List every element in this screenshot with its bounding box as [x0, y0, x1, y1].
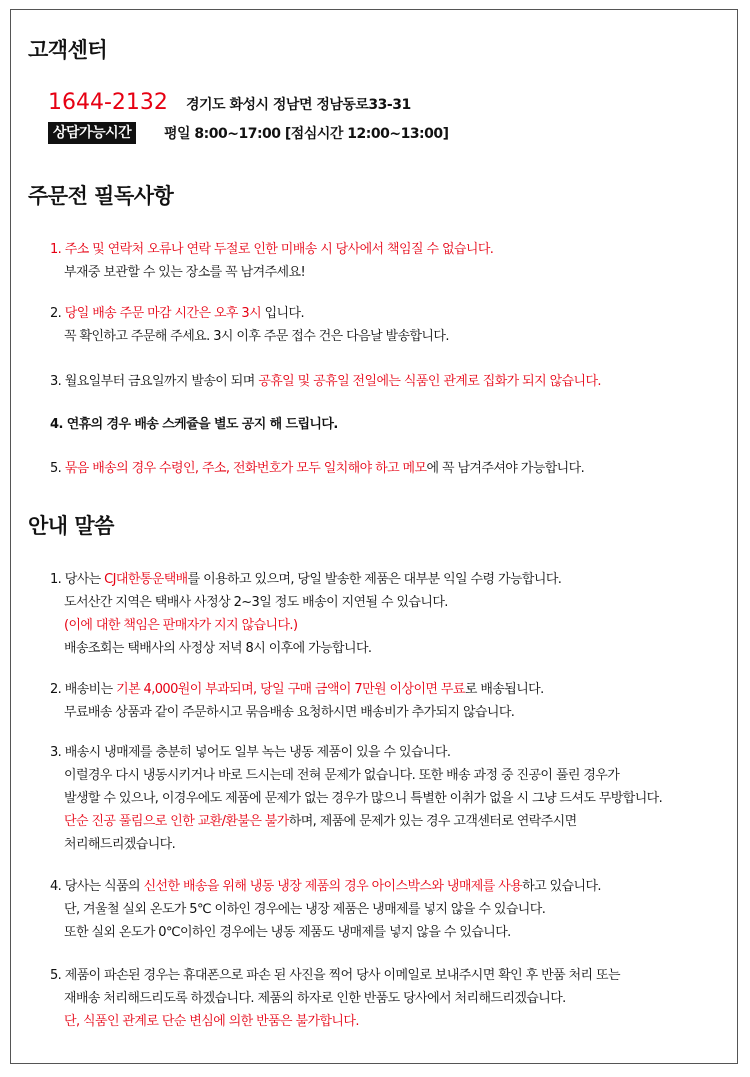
notice-title: 안내 말씀: [28, 514, 114, 538]
precheck-item-1: [50, 238, 493, 284]
precheck-item-2-highlight: 당일 배송 주문 마감 시간은 오후 3시: [64, 306, 262, 321]
notice-item-2-lead: 2. 배송비는: [50, 682, 117, 697]
notice-item-1-line1: [50, 568, 561, 591]
notice-item-4-lead: 4. 당사는 식품의: [50, 879, 144, 894]
precheck-item-3-line1: [50, 370, 601, 393]
hours-badge: 상담가능시간: [48, 122, 136, 144]
notice-item-3-highlight: 단순 진공 풀림으로 인한 교환/환불은 불가: [64, 814, 289, 829]
notice-item-3-line4: [50, 810, 662, 833]
notice-item-4-tail: 하고 있습니다.: [522, 879, 601, 894]
notice-item-2-highlight: 기본 4,000원이 부과되며, 당일 구매 금액이 7만원 이상이면 무료: [116, 682, 465, 697]
notice-item-2: [50, 678, 544, 724]
notice-item-4-line1: [50, 875, 601, 898]
notice-item-2-line1: [50, 678, 544, 701]
precheck-item-2-line2: 꼭 확인하고 주문해 주세요. 3시 이후 주문 접수 건은 다음날 발송합니다.: [64, 329, 449, 344]
precheck-item-5-highlight: 묶음 배송의 경우 수령인, 주소, 전화번호가 모두 일치해야 하고 메모: [64, 461, 427, 476]
address: 경기도 화성시 정남면 정남동로33-31: [186, 97, 411, 113]
notice-item-5-line3: 단, 식품인 관계로 단순 변심에 의한 반품은 불가합니다.: [64, 1014, 359, 1029]
notice-item-1: [50, 568, 561, 660]
precheck-item-4: [50, 413, 338, 436]
notice-item-1-line2: 도서산간 지역은 택배사 사정상 2~3일 정도 배송이 지연될 수 있습니다.: [64, 595, 448, 610]
notice-item-4-line2: 단, 겨울철 실외 온도가 5℃ 이하인 경우에는 냉장 제품은 냉매제를 넣지 않을 수 있습니다.: [64, 902, 546, 917]
precheck-item-2-number: 2.: [50, 306, 65, 321]
precheck-item-5-tail: 에 꼭 남겨주셔야 가능합니다.: [426, 461, 585, 476]
notice-item-2-line2: 무료배송 상품과 같이 주문하시고 묶음배송 요청하시면 배송비가 추가되지 않습니다.: [64, 705, 515, 720]
precheck-item-3-text: 3. 월요일부터 금요일까지 발송이 되며: [50, 374, 259, 389]
precheck-item-5-number: 5.: [50, 461, 65, 476]
notice-item-1-courier: CJ대한통운택배: [104, 572, 188, 587]
precheck-item-5: [50, 457, 584, 480]
precheck-item-2-line1: [50, 302, 449, 325]
precheck-item-3: [50, 370, 601, 393]
notice-item-4-highlight: 신선한 배송을 위해 냉동 냉장 제품의 경우 아이스박스와 냉매제를 사용: [143, 879, 523, 894]
notice-item-3-line1: 3. 배송시 냉매제를 충분히 넣어도 일부 녹는 냉동 제품이 있을 수 있습니다.: [50, 745, 451, 760]
notice-item-3: [50, 741, 662, 856]
notice-item-2-tail: 로 배송됩니다.: [464, 682, 544, 697]
notice-item-1-lead: 1. 당사는: [50, 572, 105, 587]
notice-item-5-line1: 5. 제품이 파손된 경우는 휴대폰으로 파손 된 사진을 찍어 당사 이메일로 보내주시면 확인 후 반품 처리 또는: [50, 968, 620, 983]
precheck-item-5-line1: [50, 457, 584, 480]
notice-item-3-line3: 발생할 수 있으나, 이경우에도 제품에 문제가 없는 경우가 많으니 특별한 이취가 없을 시 그냥 드셔도 무방합니다.: [64, 791, 663, 806]
phone-number[interactable]: 1644-2132: [48, 90, 168, 115]
business-hours: 평일 8:00~17:00 [점심시간 12:00~13:00]: [164, 126, 449, 142]
precheck-title: 주문전 필독사항: [28, 184, 174, 208]
precheck-item-1-line1: 1. 주소 및 연락처 오류나 연락 두절로 인한 미배송 시 당사에서 책임질 수 없습니다.: [50, 242, 494, 257]
notice-item-5-line2: 재배송 처리해드리도록 하겠습니다. 제품의 하자로 인한 반품도 당사에서 처리해드리겠습니다.: [64, 991, 566, 1006]
notice-item-3-tail: 하며, 제품에 문제가 있는 경우 고객센터로 연락주시면: [288, 814, 577, 829]
notice-item-3-line2: 이럴경우 다시 냉동시키거나 바로 드시는데 전혀 문제가 없습니다. 또한 배송 과정 중 진공이 풀린 경우가: [64, 768, 620, 783]
notice-item-4: [50, 875, 601, 944]
precheck-item-2: [50, 302, 449, 348]
precheck-item-1-line2: 부재중 보관할 수 있는 장소를 꼭 남겨주세요!: [64, 265, 306, 280]
notice-item-4-line3: 또한 실외 온도가 0℃이하인 경우에는 냉동 제품도 냉매제를 넣지 않을 수 있습니다.: [64, 925, 511, 940]
customer-center-title: 고객센터: [28, 38, 108, 62]
notice-item-1-line3: (이에 대한 책임은 판매자가 지지 않습니다.): [64, 618, 298, 633]
precheck-item-2-tail: 입니다.: [261, 306, 304, 321]
notice-item-1-line4: 배송조회는 택배사의 사정상 저녁 8시 이후에 가능합니다.: [64, 641, 372, 656]
notice-item-5: [50, 964, 620, 1033]
notice-item-3-line5: 처리해드리겠습니다.: [64, 837, 176, 852]
notice-item-1-tail: 를 이용하고 있으며, 당일 발송한 제품은 대부분 익일 수령 가능합니다.: [187, 572, 562, 587]
precheck-item-3-highlight: 공휴일 및 공휴일 전일에는 식품인 관계로 집화가 되지 않습니다.: [258, 374, 601, 389]
precheck-item-4-line1: 4. 연휴의 경우 배송 스케쥴을 별도 공지 해 드립니다.: [50, 417, 338, 432]
